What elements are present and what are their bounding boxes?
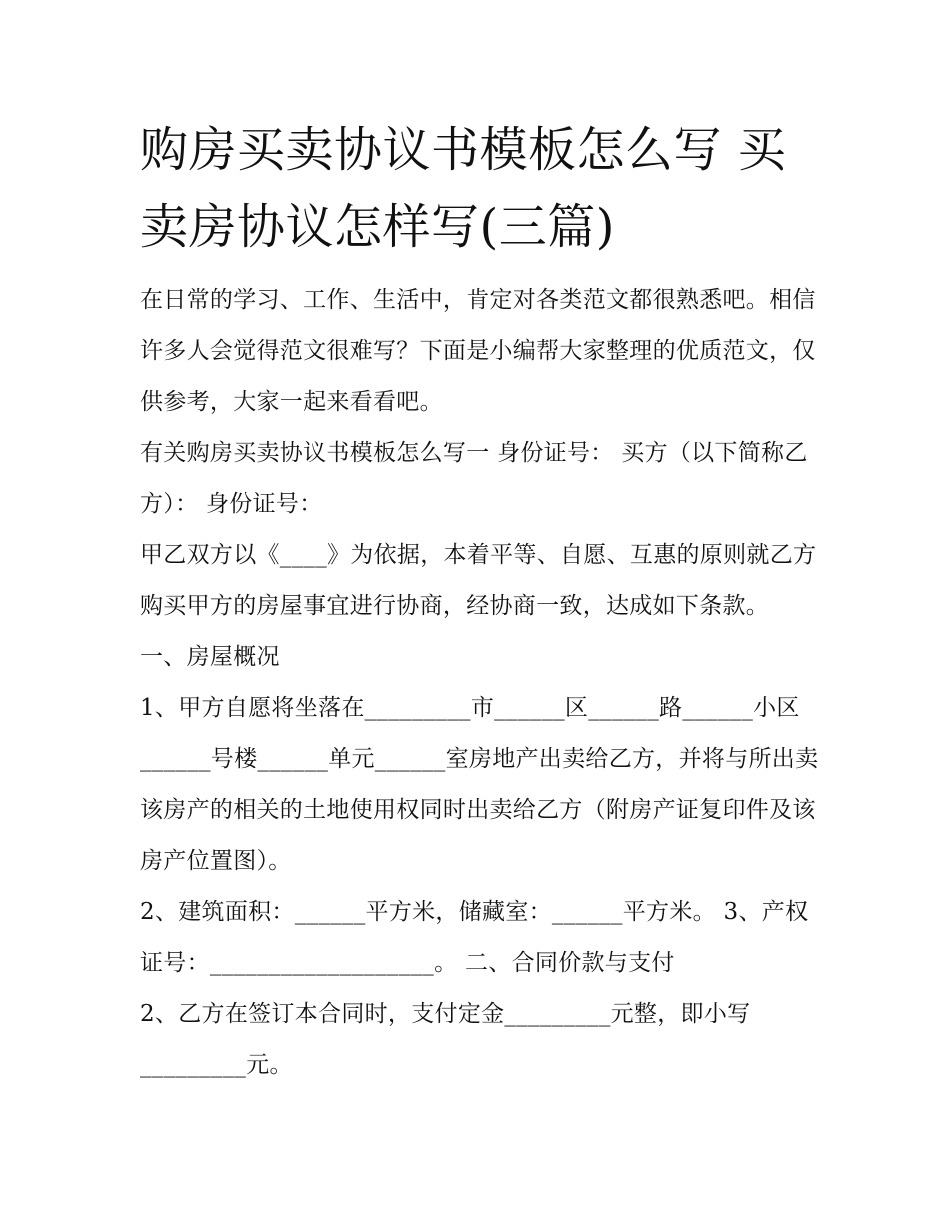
payment-clause-paragraph: 2、乙方在签订本合同时，支付定金_________元整，即小写_________元。 xyxy=(140,1001,751,1078)
buyer-info-paragraph: 有关购房买卖协议书模板怎么写一 身份证号： 买方（以下简称乙方）： 身份证号： xyxy=(140,440,808,517)
document-page xyxy=(140,112,820,1091)
intro-paragraph: 在日常的学习、工作、生活中，肯定对各类范文都很熟悉吧。相信许多人会觉得范文很难写？下面是小编帮大家整理的优质范文，仅供参考，大家一起来看看吧。 xyxy=(140,287,816,415)
clause-2-paragraph: 2、建筑面积：______平方米，储藏室：______平方米。 3、产权证号：___________________。 二、合同价款与支付 xyxy=(140,899,809,976)
clause-1-paragraph: 1、甲方自愿将坐落在_________市______区______路______小区______号楼______单元______室房地产出卖给乙方，并将与所出卖该房产的相关的土地使用权同时出卖给乙方（附房产证复印件及该房产位置图）。 xyxy=(140,695,819,874)
document-title: 购房买卖协议书模板怎么写 买卖房协议怎样写(三篇) xyxy=(140,122,787,255)
agreement-basis-paragraph: 甲乙双方以《____》为依据，本着平等、自愿、互惠的原则就乙方购买甲方的房屋事宜进行协商，经协商一致，达成如下条款。 一、房屋概况 xyxy=(140,542,817,670)
